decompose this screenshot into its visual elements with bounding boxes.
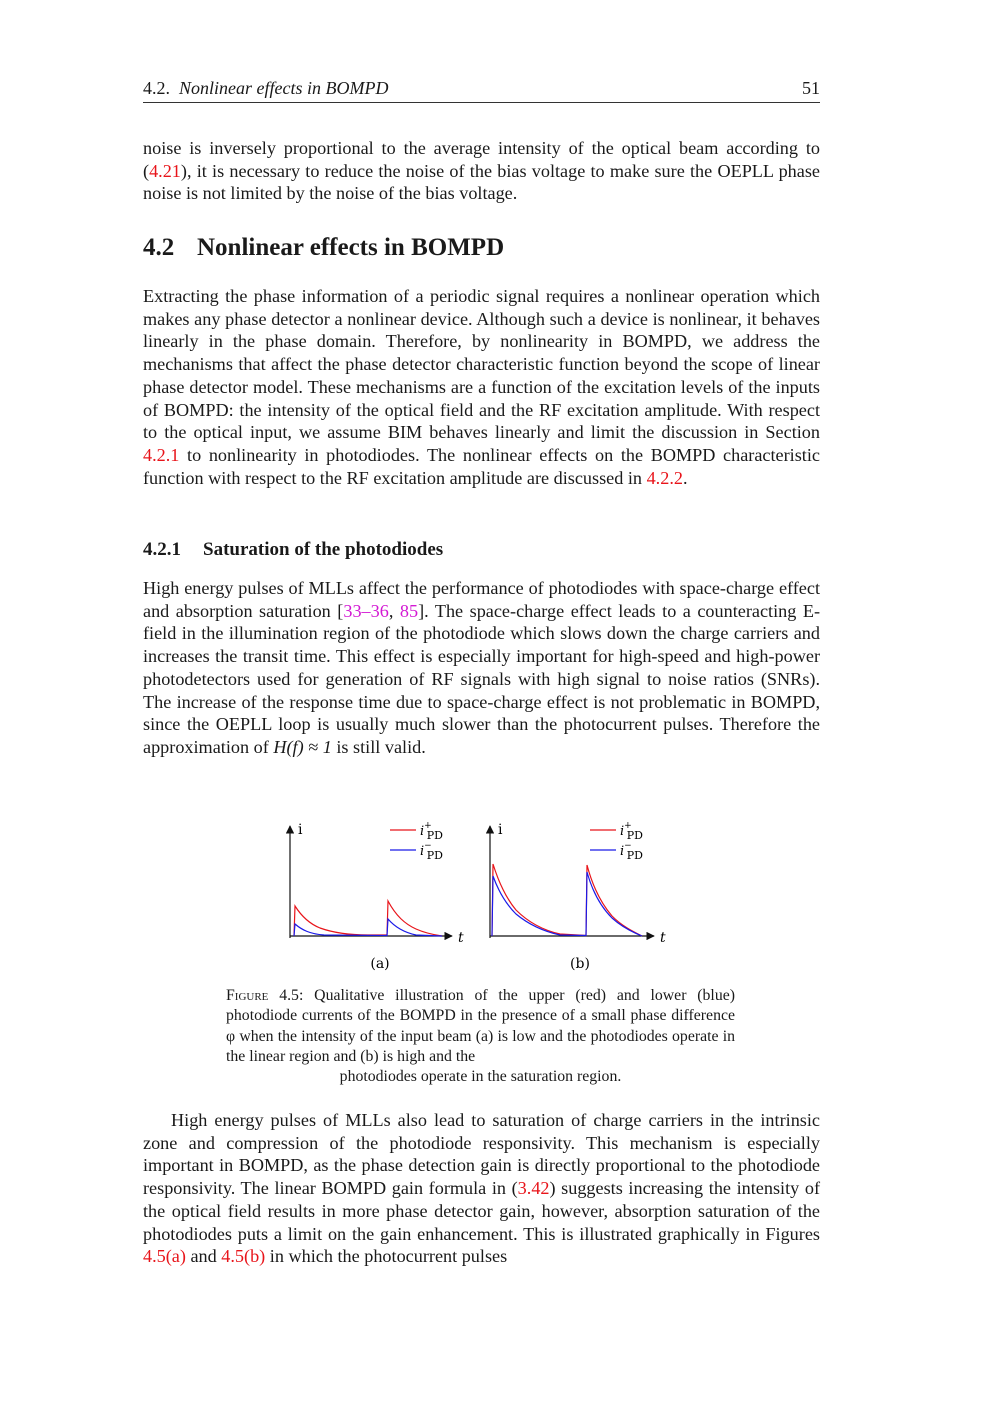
caption-label: Figure 4.5: <box>226 987 304 1004</box>
subsection-heading: 4.2.1 Saturation of the photodiodes <box>143 539 444 560</box>
panel-b-label: (b) <box>570 956 590 972</box>
math-expression: H(f) ≈ 1 <box>273 736 332 757</box>
intro-paragraph: noise is inversely proportional to the average intensity of the optical beam according to (4.21), it is necessary to reduce the noise of the bias voltage to make sure the OEPLL phase noise is not limited by the noise of the bias voltage. <box>143 138 820 204</box>
panel-a-x-label: t <box>458 930 464 946</box>
panel-a-upper-curve <box>294 901 442 936</box>
panel-a-label: (a) <box>370 956 390 972</box>
running-head <box>143 78 820 103</box>
panel-b <box>490 821 666 972</box>
equation-ref-link[interactable]: 3.42 <box>517 1178 550 1199</box>
panel-b-x-label: t <box>660 930 666 946</box>
panel-a <box>290 821 464 972</box>
figure-4-5 <box>270 818 690 978</box>
equation-ref-link[interactable]: 4.21 <box>149 160 181 181</box>
citation-link[interactable]: 36 <box>370 600 389 621</box>
figure-caption: Figure 4.5: Qualitative illustration of the upper (red) and lower (blue) photodiode currents of the BOMPD in the presence of a small phase difference φ when the intensity of the input beam (a) is low and the photodiodes operate in the linear region and (b) is high and the photodiodes operate in the saturation region. <box>226 987 735 1086</box>
panel-b-legend-lower: i− PD <box>620 841 643 862</box>
panel-b-lower-curve <box>492 872 642 936</box>
panel-b-legend-upper: i+ PD <box>620 821 643 842</box>
panel-a-y-label: i <box>298 822 303 838</box>
figure-ref-link[interactable]: 4.5(b) <box>221 1246 266 1267</box>
panel-a-legend-upper: i+ PD <box>420 821 443 842</box>
panel-b-upper-curve <box>492 864 642 936</box>
section-ref-link[interactable]: 4.2.1 <box>143 444 180 465</box>
figure-ref-link[interactable]: 4.5(a) <box>143 1246 186 1267</box>
paragraph-space-charge: High energy pulses of MLLs affect the performance of photodiodes with space-charge effect and absorption saturation [33–36, 85]. The space-charge effect leads to a counteracting E-field in the illumination region of the photodiode which slows down the charge carriers and increases the transit time. This effect is especially important for high-speed and high-power photodetectors used for generation of RF signals with high signal to noise ratios (SNRs). The increase of the response time due to space-charge effect is not problematic in BOMPD, since the OEPLL loop is usually much slower than the photocurrent pulses. Therefore the approximation of H(f) ≈ 1 is still valid. <box>143 578 821 757</box>
running-head-title: 4.2. Nonlinear effects in BOMPD <box>143 78 389 98</box>
paragraph-nonlinear-intro: Extracting the phase information of a periodic signal requires a nonlinear operation which makes any phase detector a nonlinear device. Although such a device is nonlinear, it behaves linearly in the phase domain. Therefore, by nonlinearity in BOMPD, we address the mechanisms that affect the phase detector characteristic function beyond the scope of linear phase detector model. These mechanisms are a function of the excitation levels of the inputs of BOMPD: the intensity of the optical field and the RF excitation amplitude. With respect to the optical input, we assume BIM behaves linearly and limit the discussion in Section 4.2.1 to nonlinearity in photodiodes. The nonlinear effects on the BOMPD characteristic function with respect to the RF excitation amplitude are discussed in 4.2.2. <box>143 286 820 488</box>
paragraph-absorption-saturation: High energy pulses of MLLs also lead to saturation of charge carriers in the intrinsic zone and compression of the photodiode responsivity. This mechanism is especially important in BOMPD, as the phase detection gain is directly proportional to the photodiode responsivity. The linear BOMPD gain formula in (3.42) suggests increasing the intensity of the optical field results in more phase detector gain, however, absorption saturation of the photodiodes puts a limit on the gain enhancement. This is illustrated graphically in Figures 4.5(a) and 4.5(b) in which the photocurrent pulses <box>143 1110 820 1267</box>
panel-a-legend-lower: i− PD <box>420 841 443 862</box>
panel-b-y-label: i <box>498 822 503 838</box>
section-ref-link[interactable]: 4.2.2 <box>646 467 683 488</box>
page-number: 51 <box>802 78 820 98</box>
citation-link[interactable]: 33 <box>343 600 362 621</box>
panel-a-lower-curve <box>294 919 442 936</box>
citation-link[interactable]: 85 <box>399 600 419 621</box>
section-heading: 4.2 Nonlinear effects in BOMPD <box>143 234 505 261</box>
